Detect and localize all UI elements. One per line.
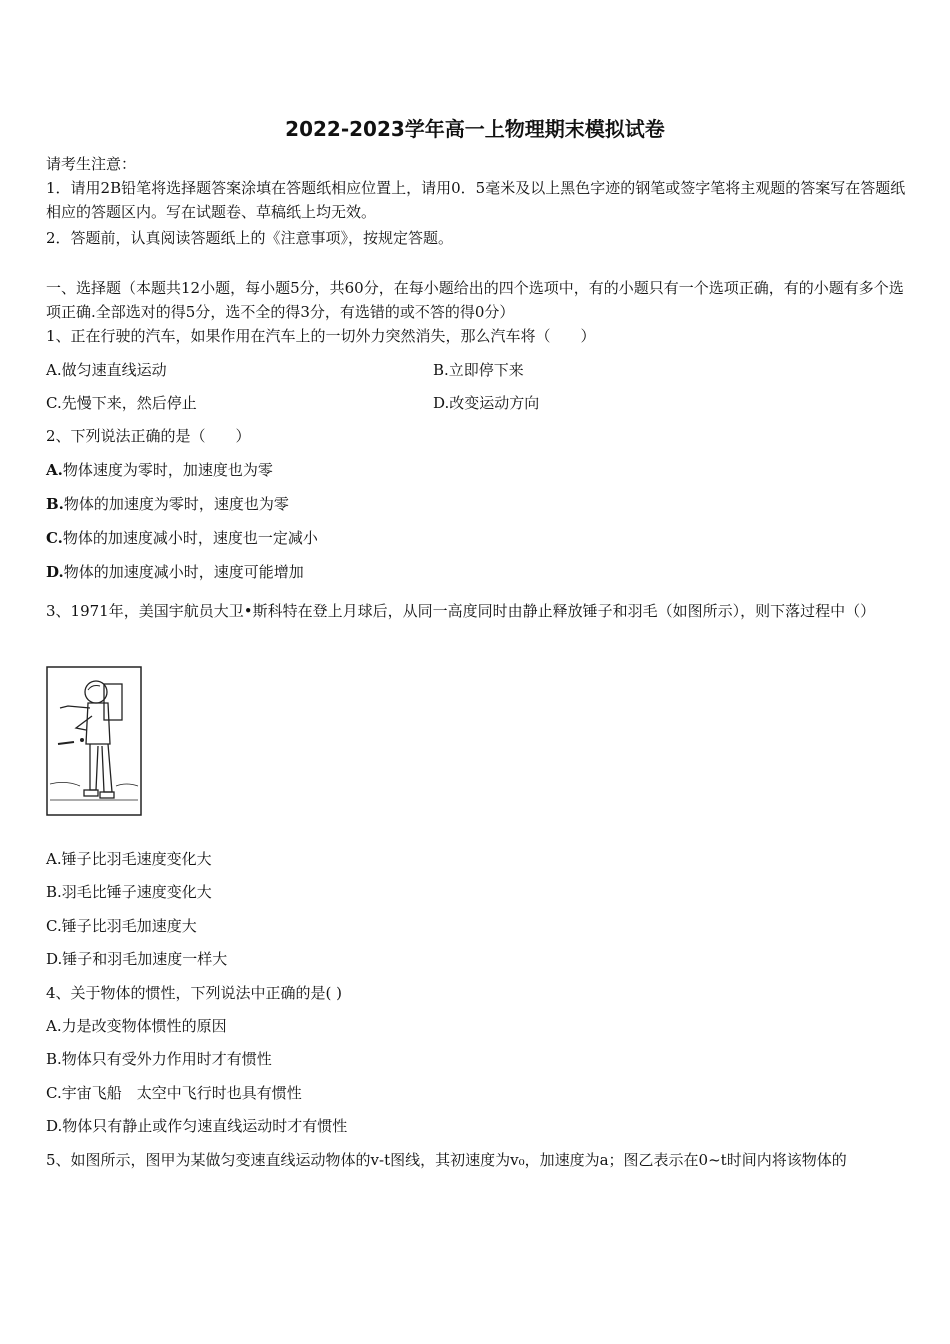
q4-option-d: D.物体只有静止或作匀速直线运动时才有惯性: [46, 1117, 348, 1135]
q3-option-b: B.羽毛比锤子速度变化大: [46, 883, 212, 901]
q3-option-c: C.锤子比羽毛加速度大: [46, 917, 197, 935]
option-text: 物体的加速度为零时，速度也为零: [63, 495, 289, 513]
q1-option-a: A.做匀速直线运动: [46, 361, 167, 379]
q1-option-b: B.立即停下来: [433, 361, 524, 379]
q2-option-a: [46, 458, 912, 482]
option-text: 物体速度为零时，加速度也为零: [62, 461, 273, 479]
q2-option-d: [46, 560, 912, 584]
option-text: 物体的加速度减小时，速度可能增加: [63, 563, 304, 581]
option-key: C.: [46, 529, 63, 547]
option-key: D.: [46, 563, 64, 581]
notice-item-2: 2．答题前，认真阅读答题纸上的《注意事项》，按规定答题。: [46, 229, 454, 247]
q2-option-b: [46, 492, 912, 516]
notice-heading: 请考生注意：: [46, 155, 137, 173]
q4-option-c: C.宇宙飞船 太空中飞行时也具有惯性: [46, 1084, 302, 1102]
option-text: 物体的加速度减小时，速度也一定减小: [62, 529, 318, 547]
q2-option-c: [46, 526, 912, 550]
notice-item-1: 1．请用2B铅笔将选择题答案涂填在答题纸相应位置上，请用0．5毫米及以上黑色字迹的钢笔或签字笔将主观题的答案写在答题纸相应的答题区内。写在试题卷、草稿纸上均无效。: [46, 179, 906, 221]
astronaut-illustration: [46, 666, 142, 816]
q1-option-c: C.先慢下来，然后停止: [46, 394, 197, 412]
option-key: B.: [46, 495, 64, 513]
q4-option-b: B.物体只有受外力作用时才有惯性: [46, 1050, 272, 1068]
q3-stem: 3、1971年，美国宇航员大卫•斯科特在登上月球后，从同一高度同时由静止释放锤子和羽毛（如图所示），则下落过程中（）: [46, 602, 876, 620]
q1-option-d: D.改变运动方向: [433, 394, 540, 412]
section-intro: 一、选择题（本题共12小题，每小题5分，共60分，在每小题给出的四个选项中，有的小题只有一个选项正确，有的小题有多个选项正确.全部选对的得5分，选不全的得3分，有选错的或不答的得0分）: [46, 279, 904, 321]
option-key: A.: [46, 461, 63, 479]
q4-stem: 4、关于物体的惯性，下列说法中正确的是( ): [46, 984, 343, 1002]
q1-stem: 1、正在行驶的汽车，如果作用在汽车上的一切外力突然消失，那么汽车将（ ）: [46, 327, 596, 345]
q5-stem: 5、如图所示，图甲为某做匀变速直线运动物体的v-t图线，其初速度为v₀，加速度为a；图乙表示在0~t时间内将该物体的: [46, 1151, 847, 1169]
page-title: 2022-2023学年高一上物理期末模拟试卷: [285, 117, 665, 141]
q3-option-a: A.锤子比羽毛速度变化大: [46, 850, 212, 868]
q2-stem: 2、下列说法正确的是（ ）: [46, 427, 251, 445]
q3-option-d: D.锤子和羽毛加速度一样大: [46, 950, 228, 968]
q4-option-a: A.力是改变物体惯性的原因: [46, 1017, 227, 1035]
